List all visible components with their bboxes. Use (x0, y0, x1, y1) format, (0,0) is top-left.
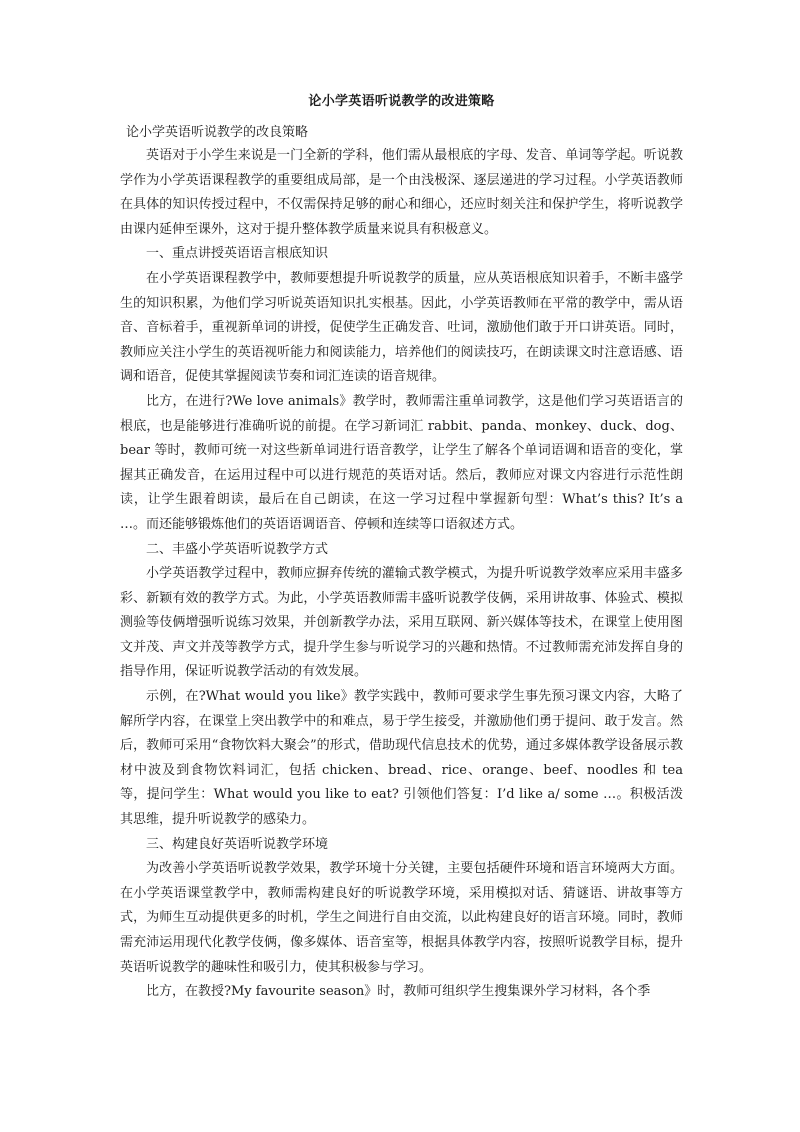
document-title: 论小学英语听说教学的改进策略 (308, 94, 495, 109)
document-subtitle: 论小学英语听说教学的改良策略 (126, 125, 309, 140)
section-heading: 二、丰盛小学英语听说教学方式 (146, 541, 329, 557)
section-heading: 一、重点讲授英语语言根底知识 (146, 246, 329, 262)
body-paragraph: 在小学英语课程教学中，教师要想提升听说教学的质量，应从英语根底知识着手，不断丰盛学生的知识积累，为他们学习听说英语知识扎实根基。因此，小学英语教师在平常的教学中，需从语音、音标着手，重视新单词的讲授，促使学生正确发音、吐词，激励他们敢于开口讲英语。同时，教师应关注小学生的英语视听能力和阅读能力，培养他们的阅读技巧，在朗读课文时注意语感、语调和语音，促使其掌握阅读节奏和词汇连读的语音规律。 (120, 270, 683, 385)
body-paragraph: 示例，在?What would you like》教学实践中，教师可要求学生事先预习课文内容，大略了解所学内容，在课堂上突出教学中的和难点，易于学生接受，并激励他们勇于提问、敢于发言。然后，教师可采用“食物饮料大聚会”的形式，借助现代信息技术的优势，通过多媒体教学设备展示教材中波及到食物饮料词汇，包括 chicken、bread、rice、orange、beef、noodles 和 tea 等，提问学生：What would you like to eat? 引领他们答复：I’d like a/ some …。积极活泼其思维，提升听说教学的感染力。 (120, 689, 683, 828)
document-body (120, 144, 683, 1005)
body-paragraph: 比方，在进行?We love animals》教学时，教师需注重单词教学，这是他们学习英语语言的根底，也是能够进行准确听说的前提。在学习新词汇 rabbit、panda、monkey、duck、dog、bear 等时，教师可统一对这些新单词进行语音教学，让学生了解各个单词语调和语音的变化，掌握其正确发音，在运用过程中可以进行规范的英语对话。然后，教师应对课文内容进行示范性朗读，让学生跟着朗读，最后在自己朗读，在这一学习过程中掌握新句型：What’s this? It’s a …。而还能够锻炼他们的英语语调语音、停顿和连续等口语叙述方式。 (120, 393, 683, 532)
body-paragraph: 小学英语教学过程中，教师应摒弃传统的灌输式教学模式，为提升听说教学效率应采用丰盛多彩、新颖有效的教学方式。为此，小学英语教师需丰盛听说教学伎俩，采用讲故事、体验式、模拟测验等伎俩增强听说练习效果，并创新教学办法，采用互联网、新兴媒体等技术，在课堂上使用图文并茂、声文并茂等教学方式，提升学生参与听说学习的兴趣和热情。不过教师需充沛发挥自身的指导作用，保证听说教学活动的有效发展。 (120, 566, 683, 680)
document-page (120, 92, 683, 1005)
body-paragraph: 比方，在教授?My favourite season》时，教师可组织学生搜集课外学习材料，各个季 (146, 984, 651, 1000)
section-heading: 三、构建良好英语听说教学环境 (146, 836, 329, 852)
body-paragraph: 为改善小学英语听说教学效果，教学环境十分关键，主要包括硬件环境和语言环境两大方面。在小学英语课堂教学中，教师需构建良好的听说教学环境，采用模拟对话、猜谜语、讲故事等方式，为师生互动提供更多的时机，学生之间进行自由交流，以此构建良好的语言环境。同时，教师需充沛运用现代化教学伎俩，像多媒体、语音室等，根据具体教学内容，按照听说教学目标，提升英语听说教学的趣味性和吸引力，使其积极参与学习。 (120, 861, 683, 975)
body-paragraph: 英语对于小学生来说是一门全新的学科，他们需从最根底的字母、发音、单词等学起。听说教学作为小学英语课程教学的重要组成局部，是一个由浅极深、逐层递进的学习过程。小学英语教师在具体的知识传授过程中，不仅需保持足够的耐心和细心，还应时刻关注和保护学生，将听说教学由课内延伸至课外，这对于提升整体教学质量来说具有积极意义。 (120, 148, 683, 237)
